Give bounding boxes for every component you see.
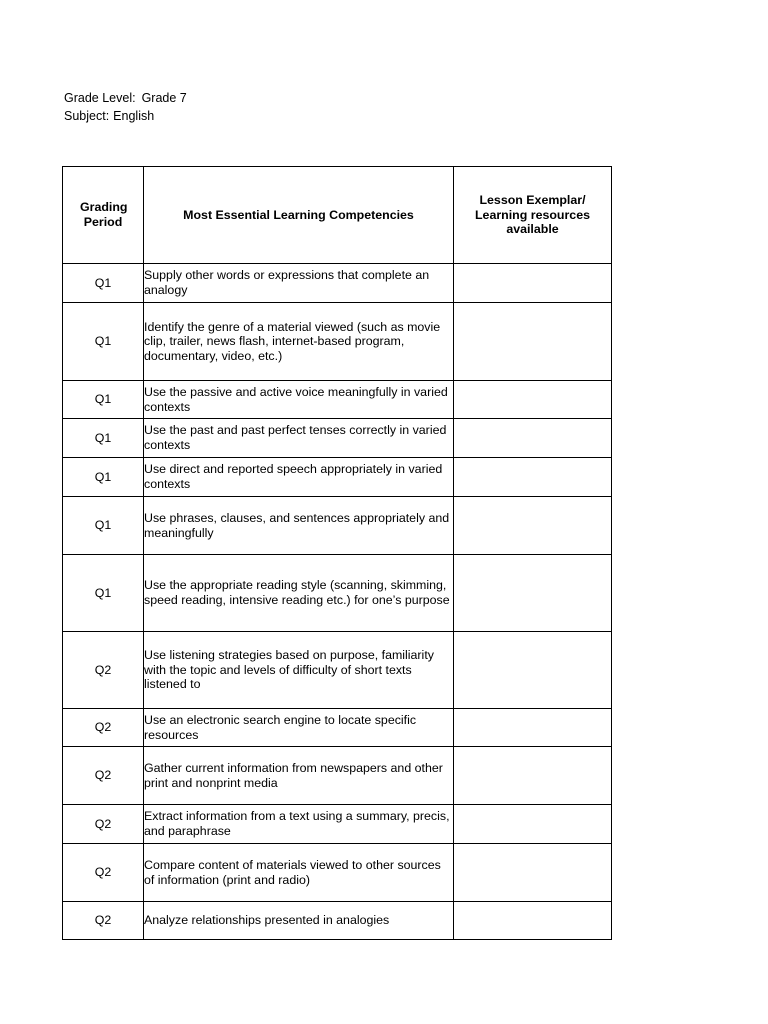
- competencies-table: [62, 166, 612, 940]
- grading-period-cell: Q1: [63, 303, 144, 381]
- competency-cell: Use the passive and active voice meaningfully in varied contexts: [144, 381, 454, 419]
- table-row: [63, 844, 612, 902]
- table-row: [63, 555, 612, 632]
- table-row: [63, 303, 612, 381]
- table-row: [63, 264, 612, 303]
- subject-value: English: [113, 109, 155, 123]
- competency-cell: Use the past and past perfect tenses correctly in varied contexts: [144, 419, 454, 458]
- grading-period-cell: Q2: [63, 902, 144, 940]
- resources-cell: [454, 458, 612, 497]
- table-row: [63, 709, 612, 747]
- grading-period-cell: Q1: [63, 419, 144, 458]
- table-header-row: [63, 167, 612, 264]
- grading-period-cell: Q1: [63, 381, 144, 419]
- resources-cell: [454, 805, 612, 844]
- grade-level-label: Grade Level:: [64, 91, 136, 105]
- competency-cell: Gather current information from newspapers and other print and nonprint media: [144, 747, 454, 805]
- subject-label: Subject:: [64, 109, 110, 123]
- resources-cell: [454, 555, 612, 632]
- competency-cell: Identify the genre of a material viewed (such as movie clip, trailer, news flash, internet-based program, documentary, video, etc.): [144, 303, 454, 381]
- grading-period-cell: Q2: [63, 747, 144, 805]
- resources-cell: [454, 709, 612, 747]
- table-row: [63, 419, 612, 458]
- table-row: [63, 747, 612, 805]
- grading-period-cell: Q2: [63, 805, 144, 844]
- resources-cell: [454, 419, 612, 458]
- table-row: [63, 381, 612, 419]
- grading-period-cell: Q1: [63, 497, 144, 555]
- competency-cell: Analyze relationships presented in analogies: [144, 902, 454, 940]
- resources-cell: [454, 264, 612, 303]
- grading-period-cell: Q2: [63, 632, 144, 709]
- grading-period-cell: Q1: [63, 264, 144, 303]
- table-row: [63, 805, 612, 844]
- resources-cell: [454, 381, 612, 419]
- competency-cell: Use listening strategies based on purpose, familiarity with the topic and levels of difficulty of short texts listened to: [144, 632, 454, 709]
- grading-period-cell: Q1: [63, 458, 144, 497]
- competency-cell: Use direct and reported speech appropriately in varied contexts: [144, 458, 454, 497]
- resources-cell: [454, 497, 612, 555]
- table-row: [63, 902, 612, 940]
- competency-cell: Supply other words or expressions that complete an analogy: [144, 264, 454, 303]
- column-header-grading-period: Grading Period: [63, 167, 144, 264]
- competency-cell: Use phrases, clauses, and sentences appropriately and meaningfully: [144, 497, 454, 555]
- competency-cell: Use an electronic search engine to locate specific resources: [144, 709, 454, 747]
- table-row: [63, 497, 612, 555]
- table-row: [63, 632, 612, 709]
- grade-level-value: Grade 7: [141, 91, 187, 105]
- column-header-competencies: Most Essential Learning Competencies: [144, 167, 454, 264]
- resources-cell: [454, 902, 612, 940]
- column-header-resources: Lesson Exemplar/ Learning resources available: [454, 167, 612, 264]
- resources-cell: [454, 632, 612, 709]
- competency-cell: Extract information from a text using a summary, precis, and paraphrase: [144, 805, 454, 844]
- document-header: [64, 89, 187, 125]
- competency-cell: Compare content of materials viewed to other sources of information (print and radio): [144, 844, 454, 902]
- grading-period-cell: Q2: [63, 709, 144, 747]
- table-row: [63, 458, 612, 497]
- competency-cell: Use the appropriate reading style (scanning, skimming, speed reading, intensive reading etc.) for one’s purpose: [144, 555, 454, 632]
- subject-line: [64, 107, 187, 125]
- grading-period-cell: Q2: [63, 844, 144, 902]
- resources-cell: [454, 303, 612, 381]
- grading-period-cell: Q1: [63, 555, 144, 632]
- grade-level-line: [64, 89, 187, 107]
- resources-cell: [454, 844, 612, 902]
- resources-cell: [454, 747, 612, 805]
